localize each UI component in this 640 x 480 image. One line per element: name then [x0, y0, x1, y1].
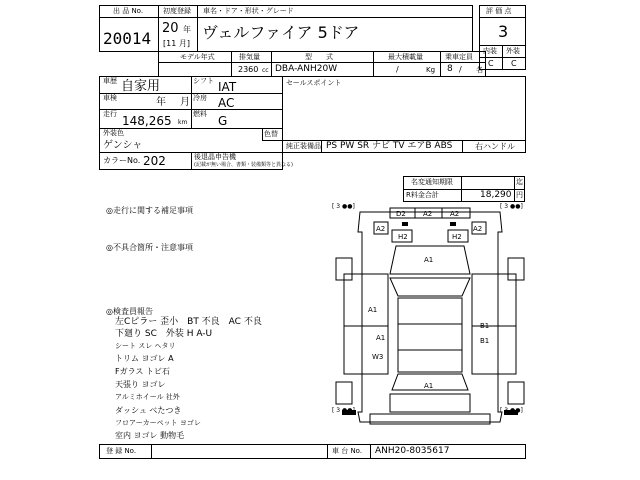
ac-label: 冷房: [193, 94, 207, 102]
report-line: Fガラス トビ石: [115, 367, 170, 376]
damage-left-fender: A2: [376, 225, 386, 233]
model-value: DBA-ANH20W: [275, 64, 338, 74]
model-label: 型 式: [305, 53, 333, 61]
color-no-label: カラーNo.: [103, 156, 141, 165]
chassis-label: 車 台 No.: [332, 447, 363, 455]
inspector-report-label: ◎検査員報告: [106, 307, 153, 316]
damage-right-headlight: H2: [452, 233, 462, 241]
damage-left-front-door: A1: [368, 306, 378, 314]
shift-label: シフト: [193, 77, 214, 85]
recycle-note: (記載が無い場合、書類・装備類等と異なる): [194, 162, 293, 168]
fuel-value: G: [218, 114, 228, 128]
inspection-label: 車検: [103, 94, 117, 102]
usage-label: 車歴: [103, 77, 117, 85]
load-unit: Kg: [426, 66, 436, 74]
color-value: ゲンシャ: [103, 140, 143, 151]
reg-year-unit: 年: [183, 25, 191, 34]
exterior-grade: C: [511, 59, 517, 68]
car-damage-diagram: [330, 202, 530, 430]
report-line: シート スレ ヘタリ: [115, 342, 176, 350]
report-line: トリム ヨゴレ A: [115, 354, 174, 363]
corner-label-rear-right: [ 3 ●●]: [500, 407, 523, 414]
damage-rear: A1: [424, 382, 434, 390]
damage-right-front-door: B1: [480, 322, 490, 330]
usage-value: 自家用: [121, 79, 161, 94]
load-label: 最大積載量: [388, 53, 423, 61]
equipment-value: PS PW SR ナビ TV エアB ABS: [326, 141, 453, 151]
displacement-value: 2360: [238, 65, 259, 74]
inspection-month: 月: [180, 97, 190, 108]
car-name: ヴェルファイア 5ドア: [202, 23, 360, 42]
interior-grade: C: [488, 59, 494, 68]
report-line: 室内 ヨゴレ 動物毛: [115, 431, 185, 440]
report-line: アルミホイール 社外: [115, 393, 180, 401]
load-slash: /: [396, 65, 399, 74]
capacity-unit: 名: [476, 66, 483, 74]
driving-notes-label: ◎走行に関する補足事項: [106, 206, 193, 215]
first-reg-label: 初度登録: [163, 7, 191, 15]
color-code-label: 色替: [264, 130, 278, 138]
score-value: 3: [498, 22, 509, 41]
recycle-fee-unit: 円: [516, 191, 523, 199]
damage-hood: A1: [424, 256, 434, 264]
fuel-label: 燃料: [193, 110, 207, 118]
defect-notes-label: ◎不具合箇所・注意事項: [106, 243, 193, 252]
car-name-label: 車名・ドア・形状・グレード: [203, 7, 294, 15]
interior-label: 内装: [483, 47, 497, 55]
color-no-value: 202: [143, 154, 166, 168]
capacity-slash: /: [459, 65, 462, 74]
ac-value: AC: [218, 96, 235, 110]
damage-right-fender: A2: [473, 225, 483, 233]
capacity-value: 8: [447, 64, 453, 74]
corner-label-rear-left: [ 3 ●●]: [332, 407, 355, 414]
sales-point-label: セールスポイント: [286, 79, 342, 87]
shift-value: IAT: [218, 80, 237, 94]
color-label: 外装色: [103, 129, 124, 137]
reg-year: 20: [162, 21, 179, 36]
mileage-unit: km: [178, 119, 188, 126]
capacity-label: 乗車定員: [445, 53, 473, 61]
exterior-label: 外装: [506, 47, 520, 55]
equipment-label: 純正装備品: [286, 142, 321, 150]
model-year-label: モデル年式: [180, 53, 215, 61]
score-label: 評 価 点: [486, 7, 512, 15]
corner-label-front-left: [ 3 ●●]: [332, 203, 355, 210]
name-change-unit: 迄: [516, 178, 523, 186]
mileage-label: 走行: [103, 110, 117, 118]
mileage-value: 148,265: [122, 114, 172, 128]
damage-front-bumper-right: A2: [450, 210, 460, 218]
damage-left-rear: A1: [376, 334, 386, 342]
displacement-label: 排気量: [239, 53, 260, 61]
report-line: 左Cピラー 歪小 BT 不良 AC 不良: [115, 317, 262, 327]
recycle-fee-value: 18,290: [480, 190, 512, 200]
lot-number: 20014: [103, 29, 152, 48]
displacement-unit: cc: [262, 67, 269, 74]
inspection-year: 年: [156, 97, 166, 108]
chassis-value: ANH20-8035617: [375, 446, 450, 456]
damage-right-rear-door: B1: [480, 337, 490, 345]
corner-label-front-right: [ 3 ●●]: [500, 203, 523, 210]
damage-front-bumper-center: A2: [423, 210, 433, 218]
damage-left-rear-door: W3: [372, 353, 384, 361]
recycle-label: 後退晶申告機: [194, 153, 236, 161]
reg-month: [11 月]: [163, 39, 190, 48]
footer-box: [99, 444, 526, 459]
report-line: フロアーカーペット ヨゴレ: [115, 419, 201, 427]
name-change-label: 名変通知期限: [411, 178, 453, 186]
recycle-fee-label: R料金合計: [406, 191, 439, 199]
report-line: 下廻り SC 外装 H A-U: [115, 329, 213, 339]
damage-front-bumper-left: D2: [396, 210, 406, 218]
report-line: ダッシュ べたつき: [115, 406, 182, 415]
damage-left-headlight: H2: [398, 233, 408, 241]
reg-no-label: 登 録 No.: [106, 447, 137, 455]
report-line: 天張り ヨゴレ: [115, 380, 166, 389]
lot-label: 出 品 No.: [113, 7, 144, 15]
handle-value: 右ハンドル: [475, 142, 515, 151]
